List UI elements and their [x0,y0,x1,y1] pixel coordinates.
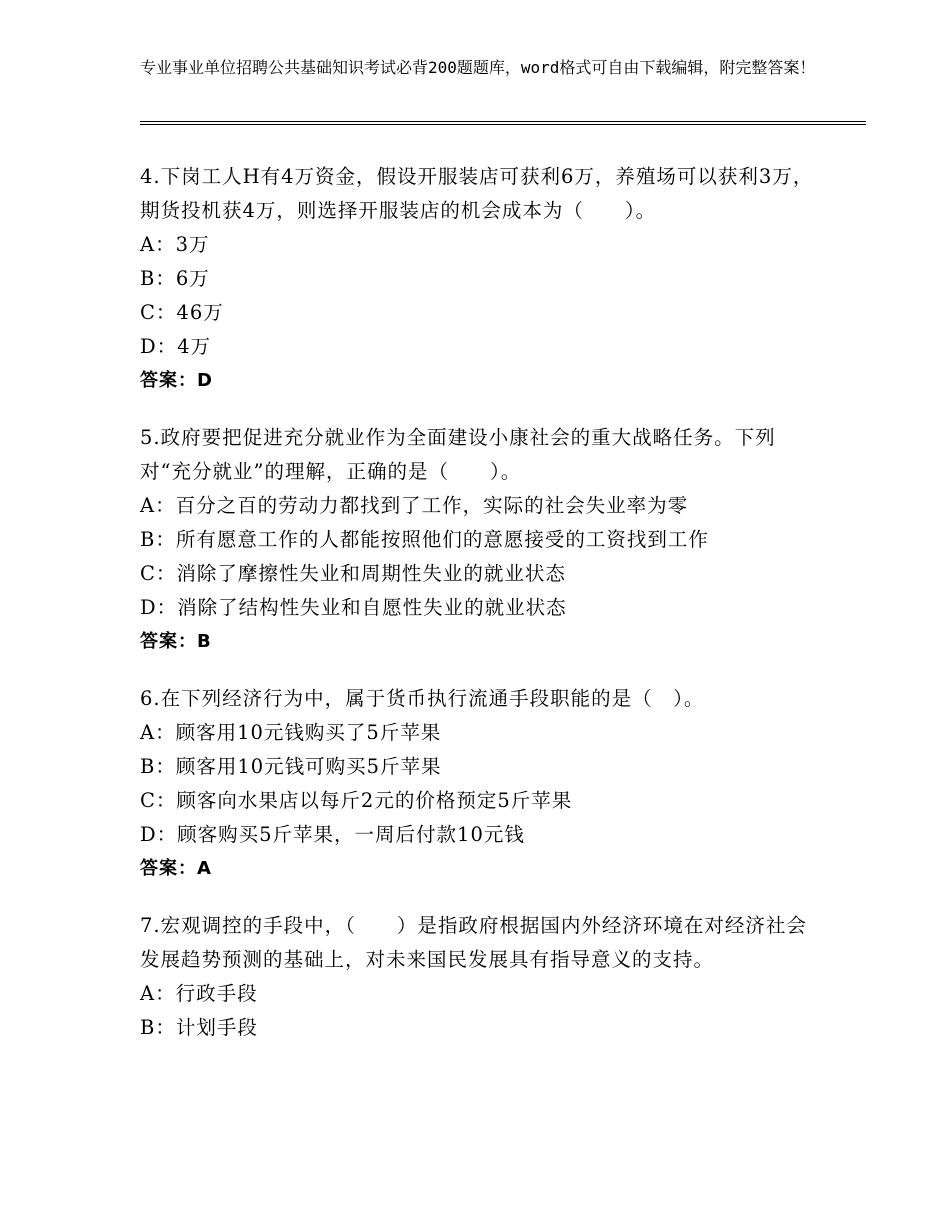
answer-label: 答案：B [140,631,212,652]
option-b: B：6万 [140,267,210,290]
option-c: C：消除了摩擦性失业和周期性失业的就业状态 [140,562,566,585]
option-c: C：46万 [140,301,224,324]
answer-label: 答案：D [140,370,213,391]
option-b: B：顾客用10元钱可购买5斤苹果 [140,755,442,778]
option-d: D：顾客购买5斤苹果，一周后付款10元钱 [140,823,525,846]
option-a: A：行政手段 [140,982,258,1005]
question-stem: 7.宏观调控的手段中，（ ）是指政府根据国内外经济环境在对经济社会发展趋势预测的基础上，对未来国民发展具有指导意义的支持。 [140,914,807,971]
question-6 [140,682,820,886]
question-4 [140,160,820,398]
question-stem: 4.下岗工人H有4万资金，假设开服装店可获利6万，养殖场可以获利3万，期货投机获4万，则选择开服装店的机会成本为（ ）。 [140,165,814,222]
question-stem: 5.政府要把促进充分就业作为全面建设小康社会的重大战略任务。下列对“充分就业”的理解，正确的是（ ）。 [140,426,776,483]
option-a: A：顾客用10元钱购买了5斤苹果 [140,721,442,744]
option-a: A：百分之百的劳动力都找到了工作，实际的社会失业率为零 [140,494,689,517]
option-c: C：顾客向水果店以每斤2元的价格预定5斤苹果 [140,789,573,812]
document-header: 专业事业单位招聘公共基础知识考试必背200题题库，word格式可自由下载编辑，附完整答案！ [140,58,816,77]
question-5 [140,421,820,659]
question-7 [140,909,820,1045]
option-b: B：计划手段 [140,1016,258,1039]
header-divider-bottom [140,124,866,125]
question-stem: 6.在下列经济行为中，属于货币执行流通手段职能的是（ ）。 [140,687,705,710]
option-d: D：4万 [140,335,212,358]
header-divider-top [140,121,866,122]
option-d: D：消除了结构性失业和自愿性失业的就业状态 [140,596,567,619]
option-a: A：3万 [140,233,210,256]
question-list [140,160,820,1068]
option-b: B：所有愿意工作的人都能按照他们的意愿接受的工资找到工作 [140,528,709,551]
answer-label: 答案：A [140,858,212,879]
